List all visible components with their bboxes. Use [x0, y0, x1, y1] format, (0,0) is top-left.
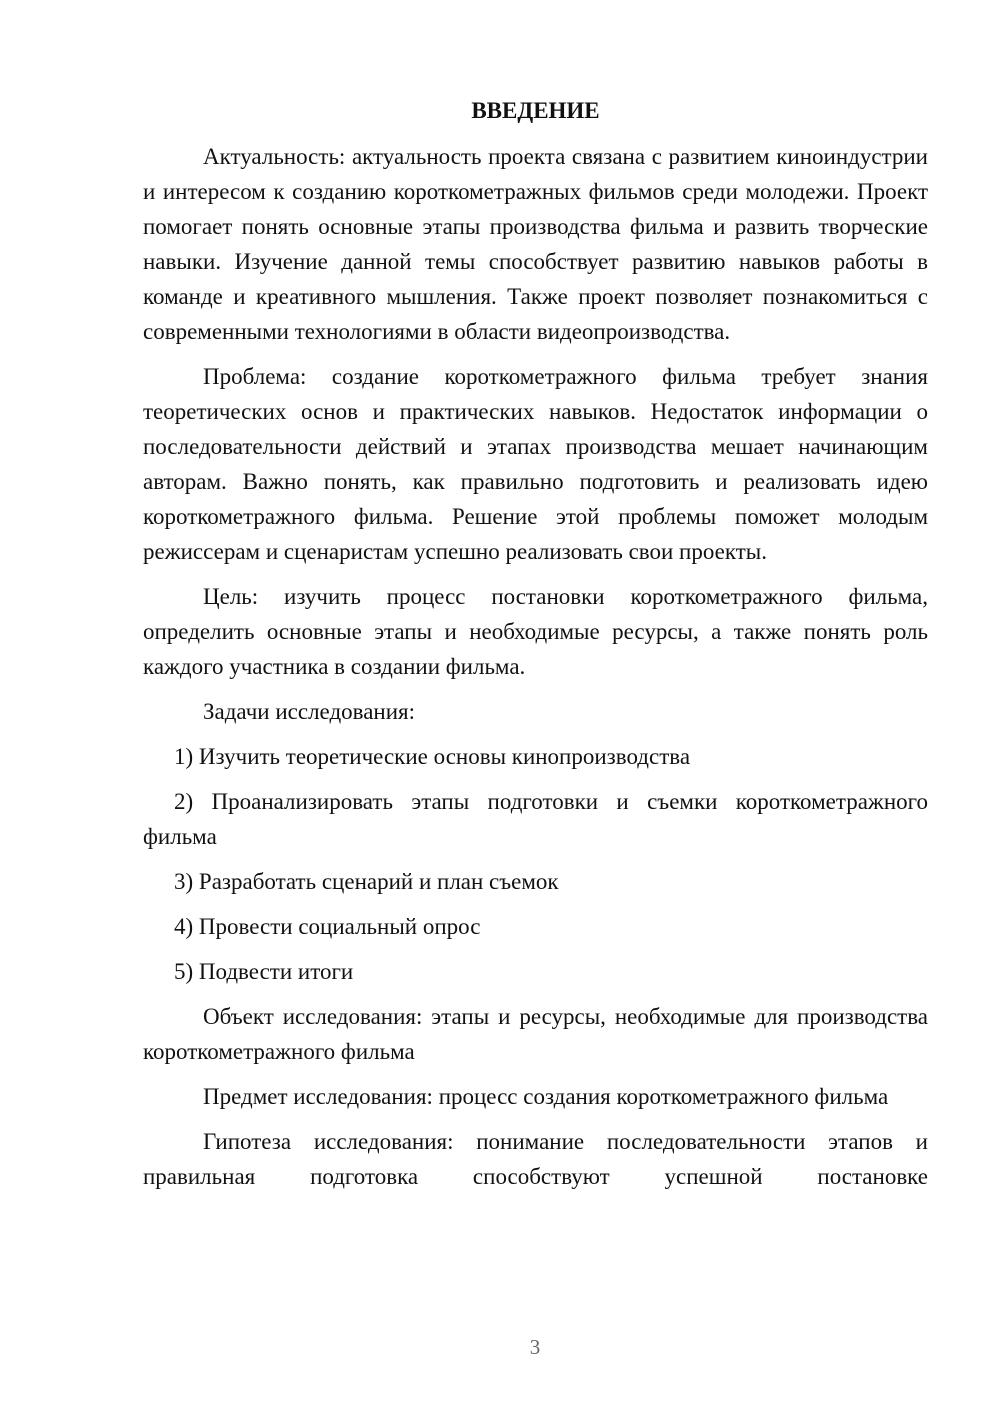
paragraph-subject: Предмет исследования: процесс создания короткометражного фильма [203, 1084, 889, 1109]
task-item: 5) Подвести итоги [174, 959, 354, 984]
task-item: 1) Изучить теоретические основы кинопроизводства [174, 744, 691, 769]
task-item: 3) Разработать сценарий и план съемок [174, 869, 559, 894]
task-item: 2) Проанализировать этапы подготовки и съемки короткометражного фильма [143, 789, 928, 849]
paragraph-relevance: Актуальность: актуальность проекта связана с развитием киноиндустрии и интересом к созданию короткометражных фильмов среди молодежи. Проект помогает понять основные этапы производства фильма и развить творческие навыки. Изучение данной темы способствует развитию навыков работы в команде и креативного мышления. Также проект позволяет познакомиться с современными технологиями в области видеопроизводства. [143, 144, 928, 344]
paragraph-object: Объект исследования: этапы и ресурсы, необходимые для производства короткометражного фильма [143, 1004, 928, 1064]
task-item: 4) Провести социальный опрос [174, 914, 481, 939]
page-number: 3 [529, 1335, 541, 1359]
section-title: ВВЕДЕНИЕ [471, 98, 600, 123]
paragraph-goal: Цель: изучить процесс постановки короткометражного фильма, определить основные этапы и необходимые ресурсы, а также понять роль каждого участника в создании фильма. [143, 584, 928, 679]
page-content [143, 96, 928, 1204]
paragraph-hypothesis: Гипотеза исследования: понимание последовательности этапов и правильная подготовка способствуют успешной постановке [143, 1129, 928, 1189]
paragraph-problem: Проблема: создание короткометражного фильма требует знания теоретических основ и практических навыков. Недостаток информации о последовательности действий и этапах производства мешает начинающим авторам. Важно понять, как правильно подготовить и реализовать идею короткометражного фильма. Решение этой проблемы поможет молодым режиссерам и сценаристам успешно реализовать свои проекты. [143, 364, 928, 564]
paragraph-tasks-heading: Задачи исследования: [203, 699, 416, 724]
